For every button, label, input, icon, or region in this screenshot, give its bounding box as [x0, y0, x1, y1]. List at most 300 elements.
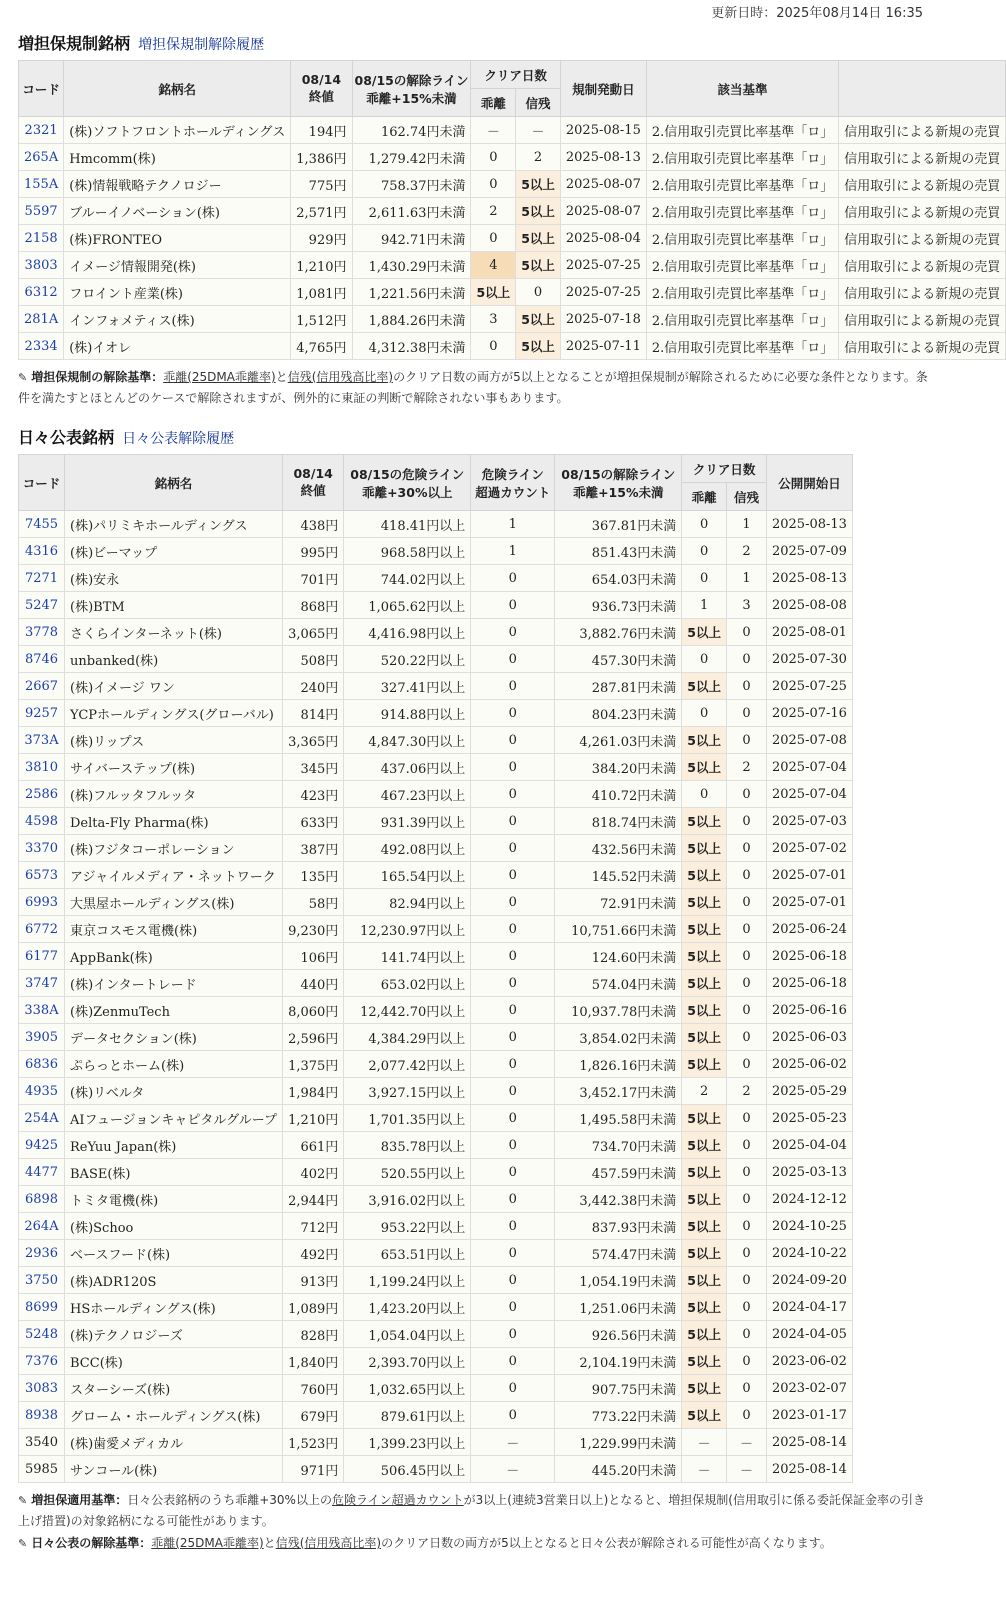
clear-shinzan: 0 — [726, 1375, 766, 1402]
danger-line: 1,423.20円以上 — [344, 1294, 471, 1321]
table-row — [19, 619, 853, 646]
clear-kairi: 2 — [471, 198, 516, 225]
stock-code-cell — [19, 1294, 65, 1321]
danger-line: 2,393.70円以上 — [344, 1348, 471, 1375]
stock-name: (株)BTM — [65, 592, 283, 619]
section-header-regulated — [0, 28, 963, 60]
note-label: 増担保規制の解除基準： — [31, 370, 164, 384]
stock-code-cell — [19, 171, 64, 198]
stock-code-link[interactable]: 5597 — [24, 203, 58, 219]
col2-close: 08/14 終値 — [283, 455, 344, 511]
stock-code-cell — [19, 225, 64, 252]
release-line: 1,826.16円未満 — [555, 1051, 682, 1078]
close-price: 402円 — [283, 1159, 344, 1186]
note-label: 日々公表の解除基準： — [31, 1536, 152, 1550]
release-line: 773.22円未満 — [555, 1402, 682, 1429]
col-criteria: 該当基準 — [646, 61, 838, 117]
regulation-start-date: 2025-08-07 — [560, 198, 646, 225]
stock-code-link[interactable]: 281A — [24, 311, 59, 327]
clear-kairi: 5以上 — [682, 1024, 727, 1051]
criteria: 2.信用取引売買比率基準「ロ」 — [646, 171, 838, 198]
close-price: 995円 — [283, 538, 344, 565]
stock-code-cell — [19, 970, 65, 997]
criteria: 2.信用取引売買比率基準「ロ」 — [646, 252, 838, 279]
publish-start-date: 2025-04-04 — [766, 1132, 852, 1159]
close-price: 1,375円 — [283, 1051, 344, 1078]
clear-shinzan: 0 — [726, 673, 766, 700]
stock-name: (株)FRONTEO — [64, 225, 291, 252]
stock-code-cell: 5985 — [19, 1456, 65, 1483]
close-price: 2,944円 — [283, 1186, 344, 1213]
criteria: 2.信用取引売買比率基準「ロ」 — [646, 333, 838, 360]
section-title-regulated: 増担保規制銘柄 — [18, 34, 131, 53]
stock-code-link[interactable]: 2334 — [24, 338, 58, 354]
stock-code-cell — [19, 117, 64, 144]
clear-shinzan: 0 — [726, 1159, 766, 1186]
stock-code-cell — [19, 700, 65, 727]
clear-kairi: 5以上 — [682, 1051, 727, 1078]
clear-shinzan: 2 — [726, 538, 766, 565]
release-line: 1,430.29円未満 — [352, 252, 471, 279]
clear-shinzan: 0 — [726, 1348, 766, 1375]
col-name: 銘柄名 — [64, 61, 291, 117]
criteria-detail: 信用取引による新規の売買 — [839, 279, 1006, 306]
release-line: 4,312.38円未満 — [352, 333, 471, 360]
table-row — [19, 1240, 853, 1267]
danger-line: 1,054.04円以上 — [344, 1321, 471, 1348]
table-row — [19, 198, 1006, 225]
close-price: 929円 — [291, 225, 352, 252]
clear-kairi: 5以上 — [682, 1267, 727, 1294]
clear-shinzan: 5以上 — [516, 225, 561, 252]
clear-shinzan: 5以上 — [516, 198, 561, 225]
stock-name: (株)フルッタフルッタ — [65, 781, 283, 808]
danger-count: － — [471, 1429, 555, 1456]
danger-line: 467.23円以上 — [344, 781, 471, 808]
stock-code-cell — [19, 279, 64, 306]
updated-timestamp: 更新日時：2025年08月14日 16:35 — [711, 6, 923, 21]
close-price: 438円 — [283, 511, 344, 538]
danger-line: 968.58円以上 — [344, 538, 471, 565]
danger-line: 744.02円以上 — [344, 565, 471, 592]
release-line: 926.56円未満 — [555, 1321, 682, 1348]
close-price: 913円 — [283, 1267, 344, 1294]
danger-count: 0 — [471, 1402, 555, 1429]
clear-kairi: 5以上 — [471, 279, 516, 306]
stock-code-cell — [19, 646, 65, 673]
stock-code-link[interactable]: 7376 — [24, 1353, 59, 1369]
stock-code-link[interactable]: 6177 — [24, 948, 59, 964]
stock-code-link[interactable]: 2321 — [24, 122, 58, 138]
release-line: 3,882.76円未満 — [555, 619, 682, 646]
stock-code-link[interactable]: 8699 — [24, 1299, 59, 1315]
stock-name: 大黒屋ホールディングス(株) — [65, 889, 283, 916]
table-row — [19, 673, 853, 700]
danger-count: 0 — [471, 997, 555, 1024]
shinzan-help-link[interactable]: 信残(信用残高比率) — [275, 1536, 382, 1550]
stock-code-cell — [19, 306, 64, 333]
clear-shinzan: 5以上 — [516, 333, 561, 360]
danger-line: 418.41円以上 — [344, 511, 471, 538]
table-row — [19, 538, 853, 565]
release-line: 3,442.38円未満 — [555, 1186, 682, 1213]
stock-code-cell — [19, 1375, 65, 1402]
clear-shinzan: 0 — [726, 1240, 766, 1267]
stock-code-link[interactable]: 3083 — [24, 1380, 59, 1396]
table-row — [19, 862, 853, 889]
danger-line: 953.22円以上 — [344, 1213, 471, 1240]
release-line: 145.52円未満 — [555, 862, 682, 889]
stock-code-cell — [19, 1186, 65, 1213]
stock-code-link[interactable]: 6772 — [24, 921, 59, 937]
close-price: 492円 — [283, 1240, 344, 1267]
criteria-detail: 信用取引による新規の売買 — [839, 117, 1006, 144]
danger-line: 141.74円以上 — [344, 943, 471, 970]
release-line: 445.20円未満 — [555, 1456, 682, 1483]
danger-line: 12,442.70円以上 — [344, 997, 471, 1024]
clear-shinzan: － — [726, 1456, 766, 1483]
stock-name: (株)テクノロジーズ — [65, 1321, 283, 1348]
danger-count: 0 — [471, 1105, 555, 1132]
close-price: 1,386円 — [291, 144, 352, 171]
publish-start-date: 2023-06-02 — [766, 1348, 852, 1375]
table-row — [19, 1159, 853, 1186]
danger-line: 506.45円以上 — [344, 1456, 471, 1483]
table-row — [19, 916, 853, 943]
regulated-stocks-table — [18, 60, 1006, 360]
clear-kairi: 5以上 — [682, 1213, 727, 1240]
stock-code-link[interactable]: 6898 — [24, 1191, 59, 1207]
publish-start-date: 2025-08-14 — [766, 1429, 852, 1456]
stock-name: (株)情報戦略テクノロジー — [64, 171, 291, 198]
clear-shinzan: 0 — [726, 781, 766, 808]
close-price: 8,060円 — [283, 997, 344, 1024]
shinzan-help-link[interactable]: 信残(信用残高比率) — [287, 370, 394, 384]
clear-kairi: 0 — [682, 781, 727, 808]
danger-line: 1,701.35円以上 — [344, 1105, 471, 1132]
close-price: 2,571円 — [291, 198, 352, 225]
col-clear-days: クリア日数 — [471, 61, 560, 89]
stock-name: (株)イメージ ワン — [65, 673, 283, 700]
stock-code-link[interactable]: 254A — [24, 1110, 59, 1126]
stock-code-link[interactable]: 3750 — [24, 1272, 59, 1288]
release-line: 1,495.58円未満 — [555, 1105, 682, 1132]
criteria-detail: 信用取引による新規の売買 — [839, 225, 1006, 252]
close-price: 3,365円 — [283, 727, 344, 754]
table-row — [19, 754, 853, 781]
clear-shinzan: 0 — [726, 835, 766, 862]
danger-line: 437.06円以上 — [344, 754, 471, 781]
stock-code-cell: 3540 — [19, 1429, 65, 1456]
clear-kairi: 5以上 — [682, 808, 727, 835]
clear-kairi: 5以上 — [682, 835, 727, 862]
clear-shinzan: 0 — [726, 1105, 766, 1132]
regulation-release-history-link[interactable]: 増担保規制解除履歴 — [138, 37, 265, 53]
release-line: 1,251.06円未満 — [555, 1294, 682, 1321]
stock-code-cell — [19, 727, 65, 754]
clear-shinzan: 0 — [516, 279, 561, 306]
clear-kairi: 0 — [682, 646, 727, 673]
stock-code-cell — [19, 1402, 65, 1429]
kairi-help-link[interactable]: 乖離(25DMA乖離率) — [151, 1536, 264, 1550]
table-row — [19, 997, 853, 1024]
col-extra — [839, 61, 1006, 117]
stock-name: トミタ電機(株) — [65, 1186, 283, 1213]
stock-code-link[interactable]: 155A — [24, 176, 59, 192]
danger-count: 0 — [471, 1267, 555, 1294]
danger-count: 0 — [471, 1213, 555, 1240]
publish-start-date: 2025-06-18 — [766, 970, 852, 997]
stock-code-link[interactable]: 4477 — [24, 1164, 59, 1180]
stock-code-link[interactable]: 2667 — [24, 678, 59, 694]
stock-name: イメージ情報開発(株) — [64, 252, 291, 279]
stock-code-cell — [19, 198, 64, 225]
stock-code-link[interactable]: 5247 — [24, 597, 59, 613]
release-line: 942.71円未満 — [352, 225, 471, 252]
stock-code-link[interactable]: 6993 — [24, 894, 59, 910]
danger-line: 82.94円以上 — [344, 889, 471, 916]
danger-line: 4,847.30円以上 — [344, 727, 471, 754]
clear-kairi: 0 — [682, 538, 727, 565]
col2-code: コード — [19, 455, 65, 511]
danger-line: 1,199.24円以上 — [344, 1267, 471, 1294]
publish-start-date: 2024-12-12 — [766, 1186, 852, 1213]
stock-code-cell — [19, 754, 65, 781]
close-price: 814円 — [283, 700, 344, 727]
table-row — [19, 1078, 853, 1105]
close-price: 775円 — [291, 171, 352, 198]
stock-code-cell — [19, 862, 65, 889]
publish-start-date: 2025-07-25 — [766, 673, 852, 700]
close-price: 58円 — [283, 889, 344, 916]
col-close: 08/14 終値 — [291, 61, 352, 117]
table-row — [19, 279, 1006, 306]
table-row — [19, 252, 1006, 279]
release-line: 10,937.78円未満 — [555, 997, 682, 1024]
stock-code-cell — [19, 997, 65, 1024]
danger-count: 0 — [471, 943, 555, 970]
danger-count: 0 — [471, 1078, 555, 1105]
release-line: 1,221.56円未満 — [352, 279, 471, 306]
clear-shinzan: 0 — [726, 1402, 766, 1429]
stock-code-cell — [19, 1213, 65, 1240]
publish-start-date: 2023-02-07 — [766, 1375, 852, 1402]
regulation-start-date: 2025-07-11 — [560, 333, 646, 360]
publish-start-date: 2025-07-01 — [766, 862, 852, 889]
release-line: 4,261.03円未満 — [555, 727, 682, 754]
stock-name: サイバーステップ(株) — [65, 754, 283, 781]
clear-kairi: － — [682, 1429, 727, 1456]
stock-code-link[interactable]: 8938 — [24, 1407, 59, 1423]
close-price: 1,210円 — [283, 1105, 344, 1132]
publish-start-date: 2023-01-17 — [766, 1402, 852, 1429]
danger-line: 653.02円以上 — [344, 970, 471, 997]
close-price: 679円 — [283, 1402, 344, 1429]
stock-name: AIフュージョンキャピタルグループ — [65, 1105, 283, 1132]
danger-line: 653.51円以上 — [344, 1240, 471, 1267]
stock-code-link[interactable]: 2158 — [24, 230, 58, 246]
clear-kairi: 0 — [682, 565, 727, 592]
table-row — [19, 889, 853, 916]
close-price: 9,230円 — [283, 916, 344, 943]
stock-name: unbanked(株) — [65, 646, 283, 673]
stock-code-link[interactable]: 264A — [24, 1218, 59, 1234]
close-price: 106円 — [283, 943, 344, 970]
clear-shinzan: 0 — [726, 916, 766, 943]
publish-start-date: 2025-06-18 — [766, 943, 852, 970]
table-row — [19, 306, 1006, 333]
stock-code-link[interactable]: 6836 — [24, 1056, 59, 1072]
release-line: 2,104.19円未満 — [555, 1348, 682, 1375]
clear-shinzan: 0 — [726, 1051, 766, 1078]
stock-name: Delta-Fly Pharma(株) — [65, 808, 283, 835]
close-price: 661円 — [283, 1132, 344, 1159]
stock-code-link[interactable]: 7271 — [24, 570, 59, 586]
publish-start-date: 2025-08-13 — [766, 565, 852, 592]
stock-code-cell — [19, 511, 65, 538]
stock-name: (株)ZenmuTech — [65, 997, 283, 1024]
stock-code-cell — [19, 252, 64, 279]
danger-count: 0 — [471, 1132, 555, 1159]
close-price: 1,081円 — [291, 279, 352, 306]
publish-start-date: 2025-08-01 — [766, 619, 852, 646]
stock-code-link[interactable]: 3905 — [24, 1029, 59, 1045]
regulation-start-date: 2025-07-25 — [560, 252, 646, 279]
clear-shinzan: 5以上 — [516, 252, 561, 279]
stock-code-link[interactable]: 4935 — [24, 1083, 59, 1099]
release-line: 2,611.63円未満 — [352, 198, 471, 225]
table-row — [19, 970, 853, 997]
stock-code-link[interactable]: 2586 — [24, 786, 59, 802]
stock-name: HSホールディングス(株) — [65, 1294, 283, 1321]
release-line: 1,229.99円未満 — [555, 1429, 682, 1456]
clear-kairi: 5以上 — [682, 673, 727, 700]
danger-count: 0 — [471, 1321, 555, 1348]
clear-kairi: 2 — [682, 1078, 727, 1105]
table-row — [19, 1267, 853, 1294]
stock-code-link[interactable]: 5248 — [24, 1326, 59, 1342]
stock-code-link[interactable]: 6573 — [24, 867, 59, 883]
daily-release-history-link[interactable]: 日々公表解除履歴 — [122, 431, 235, 447]
kairi-help-link[interactable]: 乖離(25DMA乖離率) — [163, 370, 276, 384]
stock-code-link[interactable]: 8746 — [24, 651, 59, 667]
stock-code-link[interactable]: 6312 — [24, 284, 58, 300]
close-price: 423円 — [283, 781, 344, 808]
danger-line: 4,384.29円以上 — [344, 1024, 471, 1051]
criteria: 2.信用取引売買比率基準「ロ」 — [646, 225, 838, 252]
release-line: 3,452.17円未満 — [555, 1078, 682, 1105]
danger-count: 0 — [471, 1159, 555, 1186]
col2-name: 銘柄名 — [65, 455, 283, 511]
danger-line: 520.55円以上 — [344, 1159, 471, 1186]
close-price: 1,840円 — [283, 1348, 344, 1375]
stock-code-link[interactable]: 3747 — [24, 975, 59, 991]
release-line: 3,854.02円未満 — [555, 1024, 682, 1051]
regulation-start-date: 2025-08-04 — [560, 225, 646, 252]
close-price: 828円 — [283, 1321, 344, 1348]
criteria-detail: 信用取引による新規の売買 — [839, 252, 1006, 279]
danger-count-help-link[interactable]: 危険ライン超過カウント — [331, 1493, 464, 1507]
stock-code-link[interactable]: 3810 — [24, 759, 59, 775]
table-row — [19, 1429, 853, 1456]
criteria: 2.信用取引売買比率基準「ロ」 — [646, 279, 838, 306]
clear-shinzan: 2 — [726, 754, 766, 781]
release-line: 162.74円未満 — [352, 117, 471, 144]
clear-shinzan: 1 — [726, 565, 766, 592]
stock-code-cell — [19, 1078, 65, 1105]
publish-start-date: 2025-08-13 — [766, 511, 852, 538]
clear-kairi: 5以上 — [682, 970, 727, 997]
release-line: 457.30円未満 — [555, 646, 682, 673]
table-row — [19, 117, 1006, 144]
clear-kairi: 5以上 — [682, 997, 727, 1024]
stock-code-link[interactable]: 7455 — [24, 516, 59, 532]
clear-shinzan: 5以上 — [516, 306, 561, 333]
clear-kairi: 5以上 — [682, 1186, 727, 1213]
table-row — [19, 781, 853, 808]
col-code: コード — [19, 61, 64, 117]
stock-name: サンコール(株) — [65, 1456, 283, 1483]
publish-start-date: 2025-08-14 — [766, 1456, 852, 1483]
clear-shinzan: 0 — [726, 700, 766, 727]
table-row — [19, 1024, 853, 1051]
clear-kairi: 5以上 — [682, 727, 727, 754]
stock-code-cell — [19, 808, 65, 835]
clear-kairi: 0 — [471, 171, 516, 198]
stock-code-link[interactable]: 265A — [24, 149, 59, 165]
table-row — [19, 808, 853, 835]
stock-code-link[interactable]: 3370 — [24, 840, 59, 856]
pencil-icon: ✎ — [18, 371, 28, 384]
stock-code-link[interactable]: 338A — [24, 1002, 59, 1018]
stock-code-cell — [19, 333, 64, 360]
close-price: 1,523円 — [283, 1429, 344, 1456]
stock-name: YCPホールディングス(グローバル) — [65, 700, 283, 727]
clear-shinzan: 0 — [726, 646, 766, 673]
release-line: 654.03円未満 — [555, 565, 682, 592]
stock-name: データセクション(株) — [65, 1024, 283, 1051]
release-line: 574.04円未満 — [555, 970, 682, 997]
publish-start-date: 2025-07-04 — [766, 754, 852, 781]
pencil-icon: ✎ — [18, 1537, 28, 1550]
stock-code-cell — [19, 1105, 65, 1132]
release-line: 936.73円未満 — [555, 592, 682, 619]
criteria-detail: 信用取引による新規の売買 — [839, 198, 1006, 225]
stock-name: (株)ビーマップ — [65, 538, 283, 565]
clear-shinzan: 2 — [726, 1078, 766, 1105]
clear-kairi: 5以上 — [682, 1105, 727, 1132]
stock-code-link[interactable]: 3803 — [24, 257, 58, 273]
danger-count: 0 — [471, 1375, 555, 1402]
stock-code-link[interactable]: 4598 — [24, 813, 59, 829]
table-row — [19, 727, 853, 754]
stock-name: ブルーイノベーション(株) — [64, 198, 291, 225]
publish-start-date: 2025-05-23 — [766, 1105, 852, 1132]
stock-name: BASE(株) — [65, 1159, 283, 1186]
publish-start-date: 2025-06-16 — [766, 997, 852, 1024]
danger-count: 0 — [471, 781, 555, 808]
stock-name: (株)歯愛メディカル — [65, 1429, 283, 1456]
stock-code-link[interactable]: 2936 — [24, 1245, 59, 1261]
stock-code-link[interactable]: 9257 — [24, 705, 59, 721]
danger-count: 0 — [471, 565, 555, 592]
stock-code-link[interactable]: 9425 — [24, 1137, 59, 1153]
stock-code-link[interactable]: 3778 — [24, 624, 59, 640]
stock-code-link[interactable]: 373A — [24, 732, 59, 748]
stock-name: (株)パリミキホールディングス — [65, 511, 283, 538]
stock-code-link[interactable]: 4316 — [24, 543, 59, 559]
stock-name: フロイント産業(株) — [64, 279, 291, 306]
